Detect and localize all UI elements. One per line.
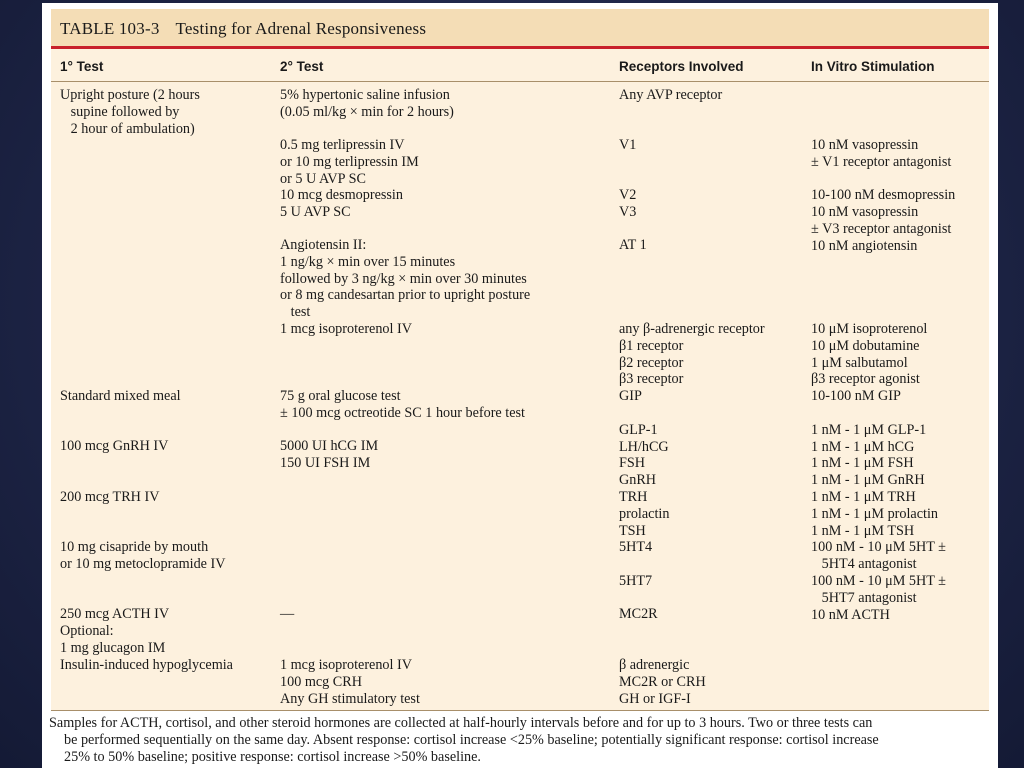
header-in-vitro: In Vitro Stimulation — [811, 59, 935, 74]
table-title — [60, 19, 426, 39]
second-test-terlipressin: 0.5 mg terlipressin IV or 10 mg terlipressin IM or 5 U AVP SC 10 mcg desmopressin 5 U AVP SC — [280, 137, 419, 221]
receptor-list: any β-adrenergic receptor β1 receptor β2 receptor β3 receptor GIP GLP-1 LH/hCG FSH GnRH TRH prolactin TSH 5HT4 5HT7 — [619, 321, 765, 589]
footnote-line-1: Samples for ACTH, cortisol, and other steroid hormones are collected at half-hourly intervals before and for up to 3 hours. Two or three tests can — [49, 715, 873, 731]
first-test-cisapride: 10 mg cisapride by mouth or 10 mg metoclopramide IV — [60, 539, 226, 572]
receptor-v1-v2-v3: V1 V2 V3 — [619, 137, 637, 221]
table-number: TABLE 103-3 — [60, 19, 160, 38]
table-title-text: Testing for Adrenal Responsiveness — [175, 19, 427, 38]
first-test-upright-posture: Upright posture (2 hours supine followed by 2 hour of ambulation) — [60, 87, 200, 137]
first-test-gnrh: 100 mcg GnRH IV — [60, 438, 169, 454]
header-2nd-test: 2° Test — [280, 59, 324, 74]
in-vitro-vasopressin-group: 10 nM vasopressin ± V1 receptor antagonist 10-100 nM desmopressin 10 nM vasopressin ± V3 receptor antagonist 10 nM angiotensin — [811, 137, 956, 254]
table-title-bar — [51, 9, 989, 49]
first-test-mixed-meal: Standard mixed meal — [60, 388, 181, 404]
table-bottom-divider — [51, 710, 989, 711]
second-test-hcg-fsh: 5000 UI hCG IM 150 UI FSH IM — [280, 438, 379, 471]
receptor-mc2r: MC2R — [619, 606, 658, 622]
header-divider — [51, 81, 989, 82]
footnote-line-3: 25% to 50% baseline; positive response: cortisol increase >50% baseline. — [64, 748, 481, 765]
slide — [42, 3, 998, 768]
table-footnote — [49, 715, 993, 765]
second-test-isoproterenol: 1 mcg isoproterenol IV — [280, 321, 412, 337]
second-test-none: — — [280, 606, 295, 622]
second-test-angiotensin: Angiotensin II: 1 ng/kg × min over 15 minutes followed by 3 ng/kg × min over 30 minutes or 8 mg candesartan prior to upright posture test — [280, 237, 531, 321]
receptor-avp: Any AVP receptor — [619, 87, 723, 103]
footnote-line-2: be performed sequentially on the same day. Absent response: cortisol increase <25% baseline; potentially significant response: cortisol increase — [64, 731, 879, 748]
first-test-acth: 250 mcg ACTH IV Optional: 1 mg glucagon IM — [60, 606, 170, 656]
receptor-hypoglycemia: β adrenergic MC2R or CRH GH or IGF-I — [619, 657, 706, 707]
in-vitro-list: 10 μM isoproterenol 10 μM dobutamine 1 μM salbutamol β3 receptor agonist 10-100 nM GIP 1 nM - 1 μM GLP-1 1 nM - 1 μM hCG 1 nM - 1 μM FSH 1 nM - 1 μM GnRH 1 nM - 1 μM TRH 1 nM - 1 μM prolactin 1 nM - 1 μM TSH 100 nM - 10 μM 5HT ± 5HT4 antagonist 100 nM - 10 μM 5HT ± 5HT7 antagonist 10 nM ACTH — [811, 321, 946, 623]
table-panel — [51, 9, 989, 711]
receptor-at1: AT 1 — [619, 237, 647, 253]
second-test-saline: 5% hypertonic saline infusion (0.05 ml/kg × min for 2 hours) — [280, 87, 454, 120]
first-test-trh: 200 mcg TRH IV — [60, 489, 160, 505]
second-test-hypoglycemia: 1 mcg isoproterenol IV 100 mcg CRH Any GH stimulatory test — [280, 657, 420, 707]
header-receptors: Receptors Involved — [619, 59, 744, 74]
first-test-hypoglycemia: Insulin-induced hypoglycemia — [60, 657, 233, 673]
second-test-glucose: 75 g oral glucose test ± 100 mcg octreotide SC 1 hour before test — [280, 388, 525, 421]
header-1st-test: 1° Test — [60, 59, 104, 74]
